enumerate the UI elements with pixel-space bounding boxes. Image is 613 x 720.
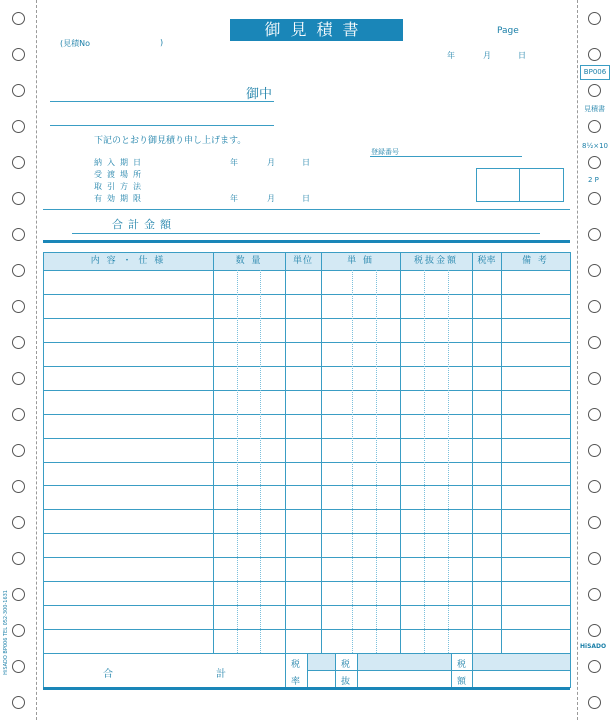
- table-row: [43, 414, 570, 415]
- recipient-line: [50, 101, 274, 102]
- side-footer-vertical: HiSADO BP006 TEL 052-300-1631: [3, 590, 9, 675]
- col-line-3: [285, 252, 286, 688]
- registration-line: [370, 156, 522, 157]
- form-title: 御見積書: [230, 19, 403, 41]
- footer-tax-excl-2: 抜: [341, 677, 351, 687]
- col-line-1: [43, 252, 44, 688]
- tractor-hole: [588, 444, 601, 457]
- footer-tax-amt-2: 額: [457, 677, 467, 687]
- col-line-5: [400, 252, 401, 653]
- table-row: [43, 557, 570, 558]
- tractor-hole: [588, 408, 601, 421]
- side-brand: HiSADO: [580, 643, 607, 650]
- tractor-hole: [588, 516, 601, 529]
- table-row: [43, 509, 570, 510]
- col-line-6: [472, 252, 473, 653]
- field-valid-until-month: 月: [267, 194, 275, 203]
- field-delivery-date: 納入期日: [94, 158, 146, 167]
- header-unit: 単位: [292, 256, 313, 266]
- col-line-8: [570, 252, 571, 688]
- field-valid-until: 有効期限: [94, 194, 146, 203]
- date-year: 年: [447, 51, 455, 60]
- tractor-hole: [12, 480, 25, 493]
- header-quantity: 数 量: [235, 256, 263, 266]
- tractor-hole: [588, 696, 601, 709]
- field-valid-until-year: 年: [230, 194, 238, 203]
- table-row: [43, 533, 570, 534]
- intro-text: 下記のとおり御見積り申し上げます。: [94, 136, 247, 146]
- recipient-line-2: [50, 125, 274, 126]
- footer-bottom-rule: [43, 687, 570, 690]
- tractor-hole: [588, 300, 601, 313]
- recipient-suffix: 御中: [246, 87, 273, 102]
- tractor-hole: [588, 624, 601, 637]
- dot-line-price-1: [352, 270, 353, 653]
- tractor-hole: [12, 660, 25, 673]
- left-perforation: [36, 0, 37, 720]
- table-row: [43, 629, 570, 630]
- estimate-no-label: (見積No: [60, 39, 90, 48]
- footer-sep-4: [451, 653, 452, 688]
- tractor-hole: [12, 552, 25, 565]
- field-trade-method: 取引方法: [94, 182, 146, 191]
- field-delivery-date-month: 月: [267, 158, 275, 167]
- seal-box: [476, 168, 564, 202]
- tractor-hole: [12, 372, 25, 385]
- total-underline: [72, 233, 540, 234]
- col-line-2: [213, 252, 214, 653]
- tractor-hole: [12, 444, 25, 457]
- tractor-hole: [588, 336, 601, 349]
- product-code-box: BP006: [580, 65, 610, 80]
- footer-mid-line: [307, 670, 570, 671]
- tractor-hole: [12, 156, 25, 169]
- tractor-hole: [12, 228, 25, 241]
- footer-shade-2: [357, 654, 451, 670]
- tractor-hole: [588, 120, 601, 133]
- tractor-hole: [12, 48, 25, 61]
- tractor-hole: [12, 264, 25, 277]
- table-row: [43, 390, 570, 391]
- table-row: [43, 294, 570, 295]
- tractor-hole: [12, 588, 25, 601]
- tractor-hole: [588, 552, 601, 565]
- footer-shade-3: [472, 654, 570, 670]
- table-row: [43, 462, 570, 463]
- footer-total-1: 合: [103, 669, 113, 680]
- tractor-hole: [12, 120, 25, 133]
- footer-shade-1: [307, 654, 335, 670]
- dot-line-price-2: [376, 270, 377, 653]
- header-amount-excl-tax: 税抜金額: [413, 256, 458, 266]
- tractor-hole: [12, 516, 25, 529]
- dot-line-qty-2: [260, 270, 261, 653]
- tractor-hole: [588, 372, 601, 385]
- dot-line-amount-2: [448, 270, 449, 653]
- table-row: [43, 485, 570, 486]
- table-row: [43, 342, 570, 343]
- header-tax-rate: 税率: [477, 256, 496, 266]
- tractor-hole: [12, 192, 25, 205]
- tractor-hole: [12, 624, 25, 637]
- side-ply: 2 P: [588, 176, 599, 184]
- table-row: [43, 605, 570, 606]
- right-perforation: [577, 0, 578, 720]
- header-remarks: 備 考: [522, 256, 549, 266]
- table-row: [43, 366, 570, 367]
- tractor-hole: [588, 48, 601, 61]
- table-outer-top: [43, 252, 570, 253]
- tractor-hole: [588, 156, 601, 169]
- tractor-hole: [12, 336, 25, 349]
- side-name: 見積書: [584, 105, 605, 113]
- tractor-hole: [588, 660, 601, 673]
- total-amount-label: 合計金額: [112, 218, 176, 231]
- field-delivery-date-day: 日: [302, 158, 310, 167]
- header-description: 内 容 ・ 仕 様: [90, 256, 166, 266]
- tractor-hole: [588, 264, 601, 277]
- tractor-hole: [12, 84, 25, 97]
- dot-line-amount-1: [424, 270, 425, 653]
- total-bottom-rule: [43, 240, 570, 243]
- header-unit-price: 単 価: [347, 256, 374, 266]
- total-top-line: [43, 209, 570, 210]
- tractor-hole: [12, 300, 25, 313]
- registration-label: 登録番号: [371, 148, 399, 156]
- tractor-hole: [12, 12, 25, 25]
- footer-tax-rate-2: 率: [291, 677, 301, 687]
- tractor-hole: [588, 228, 601, 241]
- footer-tax-excl-1: 税: [341, 660, 351, 670]
- tractor-hole: [588, 84, 601, 97]
- footer-tax-rate-1: 税: [291, 660, 301, 670]
- side-size: 8½×10: [582, 142, 609, 150]
- col-line-7: [501, 252, 502, 653]
- table-row: [43, 318, 570, 319]
- tractor-hole: [588, 192, 601, 205]
- seal-box-divider: [519, 169, 520, 201]
- tractor-hole: [588, 480, 601, 493]
- estimate-no-close: ): [160, 38, 164, 47]
- dot-line-qty-1: [237, 270, 238, 653]
- field-delivery-date-year: 年: [230, 158, 238, 167]
- footer-tax-amt-1: 税: [457, 660, 467, 670]
- tractor-hole: [588, 12, 601, 25]
- footer-sep-2: [335, 653, 336, 688]
- tractor-hole: [12, 696, 25, 709]
- field-delivery-place: 受渡場所: [94, 170, 146, 179]
- date-month: 月: [483, 51, 491, 60]
- table-row: [43, 270, 570, 271]
- tractor-hole: [12, 408, 25, 421]
- footer-sep-5: [472, 653, 473, 688]
- table-row: [43, 581, 570, 582]
- page-label: Page: [497, 26, 519, 36]
- field-valid-until-day: 日: [302, 194, 310, 203]
- footer-sep-1: [307, 653, 308, 688]
- date-day: 日: [518, 51, 526, 60]
- col-line-4: [321, 252, 322, 653]
- tractor-hole: [588, 588, 601, 601]
- footer-sep-3: [357, 653, 358, 688]
- footer-total-2: 計: [216, 669, 226, 680]
- table-row: [43, 438, 570, 439]
